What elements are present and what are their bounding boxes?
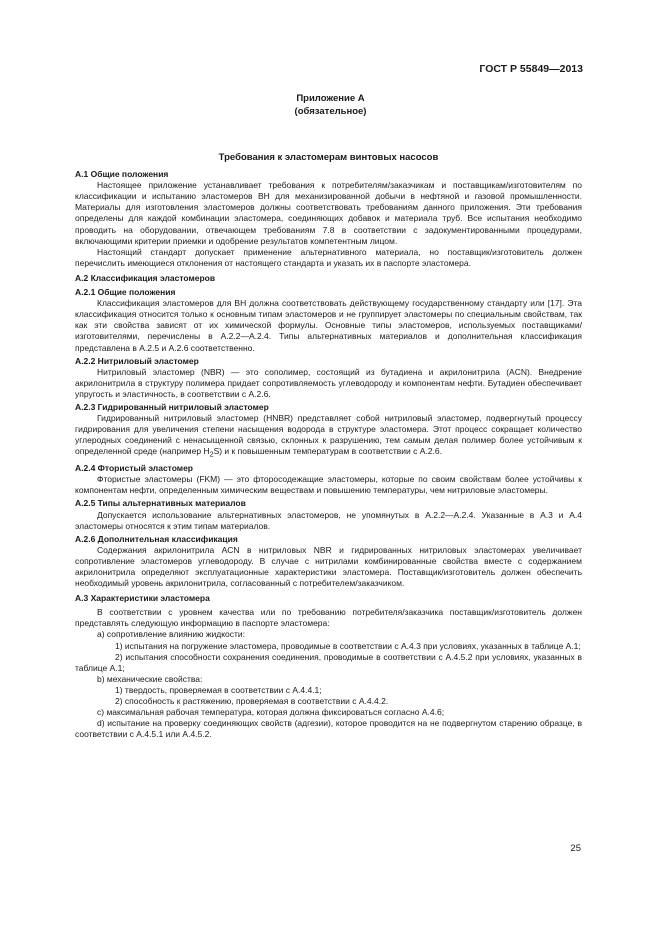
document-number: ГОСТ Р 55849—2013: [479, 63, 583, 75]
paragraph: Классификация эластомеров для ВН должна соответствовать действующему государственному стандарту или [17]. Эта классификация относится только к основным типам эластомеров и не группирует эластомеры по специальным свойствам, так как эти свойства зависят от их химической формулы. Основные типы эластомеров, используемых поставщиками/изготовителями, перечислены в А.2.2—А.2.4. Типы альтернативных материалов и дополнительная классификация представлена в А.2.5 и А.2.6 соответственно.: [75, 298, 582, 353]
list-item: b) механические свойства:: [97, 673, 203, 684]
appendix-heading: [0, 92, 661, 118]
heading-a3: А.3 Характеристики эластомера: [75, 593, 210, 604]
heading-a2-4: А.2.4 Фтористый эластомер: [75, 463, 194, 474]
document-body: [75, 152, 582, 740]
appendix-status: (обязательное): [294, 106, 367, 117]
section-title: Требования к эластомерам винтовых насосов: [218, 152, 439, 163]
heading-a2: А.2 Классификация эластомеров: [75, 272, 216, 283]
list-item: а) сопротивление влиянию жидкости:: [97, 629, 246, 640]
paragraph: Настоящий стандарт допускает применение альтернативного материала, но поставщик/изготовитель должен перечислить имеющиеся отклонения от настоящего стандарта и указать их в паспорте эластомера.: [75, 246, 582, 268]
paragraph: Допускается использование альтернативных эластомеров, не упомянутых в А.2.2—А.2.4. Указанные в А.3 и А.4 эластомеры относятся к этим типам материалов.: [75, 509, 582, 531]
appendix-label: Приложение А: [296, 93, 365, 104]
sublist-item: 1) твердость, проверяемая в соответствии с А.4.4.1;: [115, 684, 322, 695]
heading-a2-5: А.2.5 Типы альтернативных материалов: [75, 498, 246, 509]
paragraph: Настоящее приложение устанавливает требования к потребителям/заказчикам и поставщикам/изготовителям по классификации и испытанию эластомеров ВН для механизированной добычи в нефтяной и газовой промышленности. Материалы для изготовления эластомеров должны соответствовать требованиям данного приложения. Эти требования определены для каждой комбинации эластомера, соединяющих добавок и материала труб. Все испытания необходимо проводить на оборудовании, отвечающем требованиям 7.8 в соответствии с задокументированными процедурами, включающими критерии приемки и одобрение результатов компетентным лицом.: [75, 180, 582, 246]
subscript: 2: [209, 451, 214, 460]
paragraph: Нитриловый эластомер (NBR) — это сополимер, состоящий из бутадиена и акрилонитрила (ACN). Внедрение акрилонитрила в структуру полимера придает сопротивляемость углеводороду и компонентам нефти. Бутадиен обеспечивает упругость и эластичность, в соответствии с А.2.6.: [75, 366, 582, 399]
paragraph-part: Гидрированный нитриловый эластомер (HNBR) представляет собой нитриловый эластомер, подвергнутый процессу гидрирования для увеличения степени насыщения водорода в структуре эластомера. Этот процесс сокращает количество углеродных соединений с ненасыщенной связью, склонных к разрушению, тем самым делая полимер более устойчивым к определенной среде (например H: [75, 413, 582, 457]
sublist-item: 2) испытания способности сохранения соединения, проводимые в соответствии с А.4.5.2 при условиях, указанных в таблице А.1;: [75, 651, 582, 673]
page-number: 25: [570, 843, 581, 854]
heading-a2-2: А.2.2 Нитриловый эластомер: [75, 355, 199, 366]
paragraph: [75, 413, 582, 461]
sublist-item: 1) испытания на погружение эластомера, проводимые в соответствии с А.4.3 при условиях, указанных в таблице А.1;: [115, 640, 581, 651]
paragraph: Фтористые эластомеры (FKM) — это фторосодежащие эластомеры, которые по своим свойствам более устойчивы к компонентам нефти, определенным химическим веществам и повышению температуры, чем нитриловые эластомеры.: [75, 474, 582, 496]
heading-a1: А.1 Общие положения: [75, 169, 169, 180]
sublist-item: 2) способность к растяжению, проверяемая в соответствии с А.4.4.2.: [115, 696, 389, 706]
paragraph: В соответствии с уровнем качества или по требованию потребителя/заказчика поставщик/изготовитель должен представлять следующую информацию в паспорте эластомера:: [75, 607, 582, 629]
paragraph-part: S) и к повышенным температурам в соответствии с А.2.6.: [213, 446, 442, 457]
list-item: d) испытание на проверку соединяющих свойств (адгезии), которое проводится на не подвергнутом старению образце, в соответствии с А.4.5.1 или А.4.5.2.: [75, 718, 582, 740]
paragraph: Содержания акрилонитрила ACN в нитриловых NBR и гидрированных нитриловых эластомерах увеличивает сопротивление эластомеров углеводороду. В случае с нитрилами комбинированные свойства вместе с содержанием акрилонитрила определяют эксплуатационные характеристики эластомера. Поставщик/изготовитель должен обеспечить необходимый уровень акрилонитрила, согласованный с потребителем/заказчиком.: [75, 544, 582, 589]
heading-a2-3: А.2.3 Гидрированный нитриловый эластомер: [75, 401, 269, 412]
heading-a2-1: А.2.1 Общие положения: [75, 287, 176, 298]
heading-a2-6: А.2.6 Дополнительная классификация: [75, 533, 238, 544]
list-item: с) максимальная рабочая температура, которая должна фиксироваться согласно А.4.6;: [97, 707, 445, 718]
